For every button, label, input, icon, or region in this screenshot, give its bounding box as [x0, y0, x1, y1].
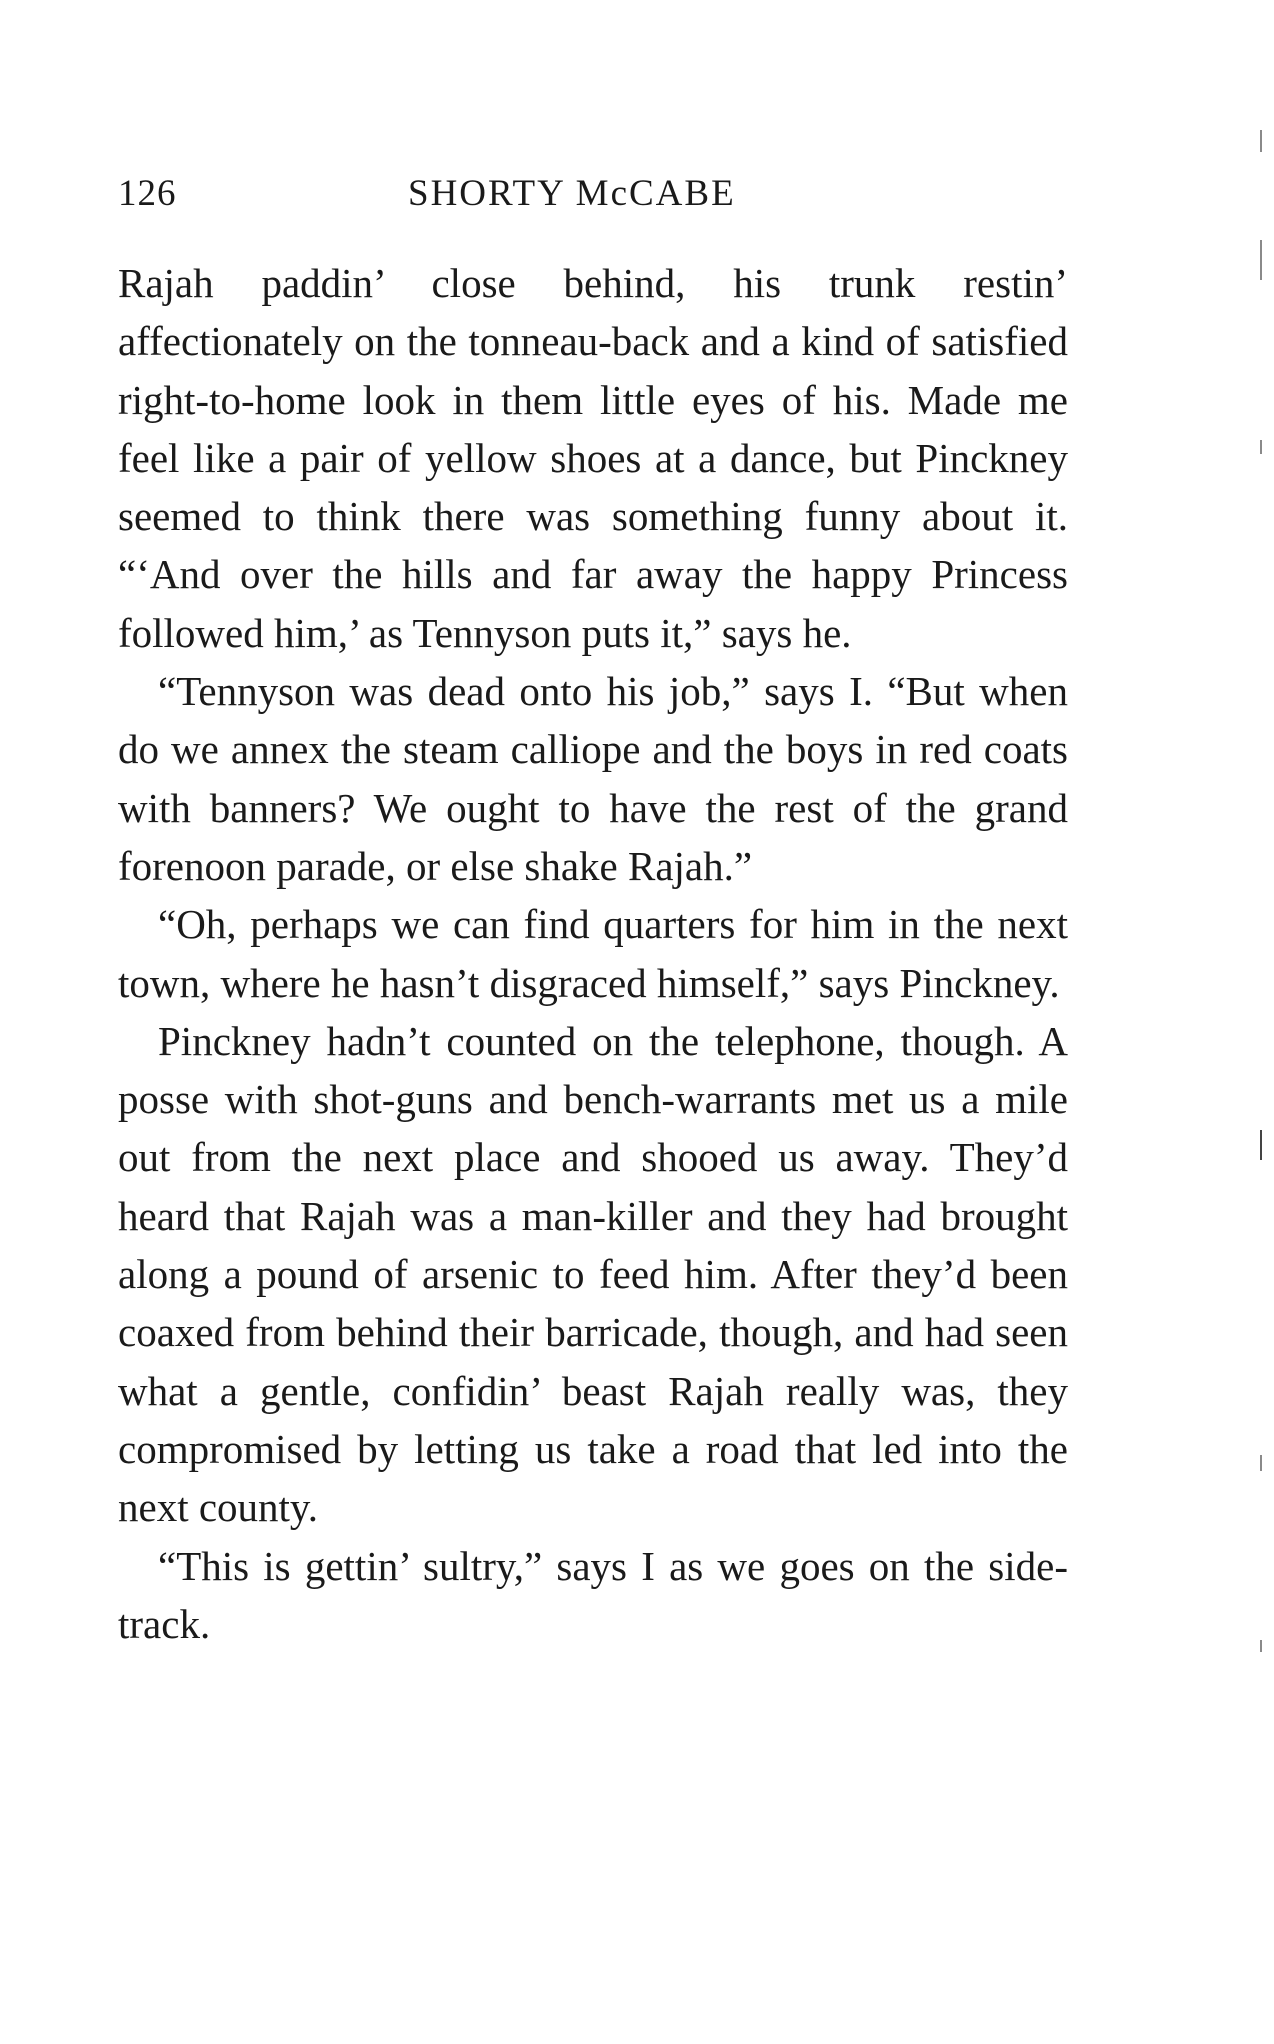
- scan-margin-mark: [1260, 240, 1262, 280]
- running-title: SHORTY McCABE: [408, 173, 736, 214]
- scan-margin-mark: [1260, 1640, 1262, 1652]
- paragraph: “Tennyson was dead onto his job,” says I. “But when do we annex the steam calliope and the boys in red coats with banners? We ought to have the rest of the grand forenoon parade, or else shake Rajah.”: [118, 668, 1068, 889]
- page-number: 126: [118, 173, 177, 214]
- body-text: [118, 254, 1068, 1653]
- scan-margin-mark: [1260, 440, 1262, 454]
- paragraph: Pinckney hadn’t counted on the telephone, though. A posse with shot-guns and bench-warrants met us a mile out from the next place and shooed us away. They’d heard that Rajah was a man-killer and they had brought along a pound of arsenic to feed him. After they’d been coaxed from behind their barricade, though, and had seen what a gentle, confidin’ beast Rajah really was, they compromised by letting us take a road that led into the next county.: [118, 1017, 1068, 1531]
- scan-margin-mark: [1260, 130, 1262, 152]
- paragraph: “Oh, perhaps we can find quarters for him in the next town, where he hasn’t disgraced himself,” says Pinckney.: [118, 901, 1068, 1006]
- paragraph-continued: Rajah paddin’ close behind, his trunk restin’ affectionately on the tonneau-back and a kind of satisfied right-to-home look in them little eyes of his. Made me feel like a pair of yellow shoes at a dance, but Pinckney seemed to think there was something funny about it. “‘And over the hills and far away the happy Princess followed him,’ as Tennyson puts it,” says he.: [118, 260, 1068, 656]
- scan-margin-mark: [1260, 1455, 1262, 1471]
- scan-margin-mark: [1260, 1130, 1262, 1160]
- paragraph: “This is gettin’ sultry,” says I as we goes on the side-track.: [118, 1542, 1068, 1647]
- running-head: [118, 172, 1068, 222]
